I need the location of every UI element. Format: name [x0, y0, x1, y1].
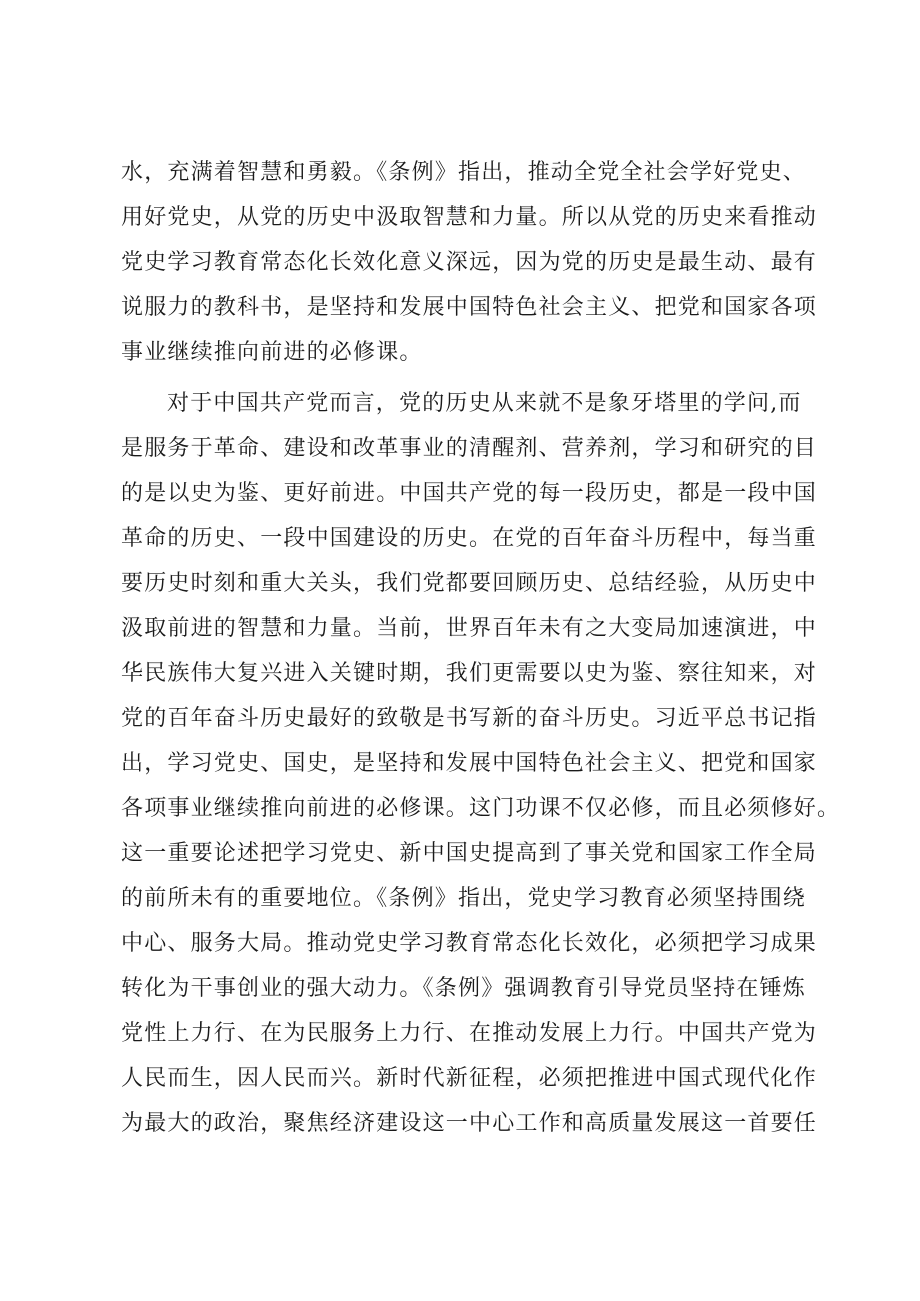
text-line: 用好党史，从党的历史中汲取智慧和力量。所以从党的历史来看推动: [121, 205, 818, 230]
text-line: 华民族伟大复兴进入关键时期，我们更需要以史为鉴、察往知来，对: [121, 661, 818, 686]
text-line-indented: 对于中国共产党而言，党的历史从来就不是象牙塔里的学问,而: [167, 391, 802, 416]
text-line: 转化为干事创业的强大动力。《条例》强调教育引导党员坚持在锤炼: [121, 976, 807, 1001]
text-line: 党的百年奋斗历史最好的致敬是书写新的奋斗历史。习近平总书记指: [121, 706, 818, 731]
text-line: 要历史时刻和重大关头，我们党都要回顾历史、总结经验，从历史中: [121, 571, 818, 596]
text-line: 的前所未有的重要地位。《条例》指出，党史学习教育必须坚持围绕: [121, 886, 807, 911]
text-line: 事业继续推向前进的必修课。: [121, 340, 423, 365]
text-line: 党史学习教育常态化长效化意义深远，因为党的历史是最生动、最有: [121, 250, 818, 275]
paragraph-1: [121, 150, 831, 375]
text-line: 水，充满着智慧和勇毅。《条例》指出，推动全党全社会学好党史、: [121, 160, 807, 185]
text-line: 为最大的政治，聚焦经济建设这一中心工作和高质量发展这一首要任: [121, 1111, 818, 1136]
text-line: 各项事业继续推向前进的必修课。这门功课不仅必修，而且必须修好。: [121, 796, 841, 821]
text-line: 中心、服务大局。推动党史学习教育常态化长效化，必须把学习成果: [121, 931, 818, 956]
text-line: 党性上力行、在为民服务上力行、在推动发展上力行。中国共产党为: [121, 1021, 818, 1046]
text-line: 说服力的教科书，是坚持和发展中国特色社会主义、把党和国家各项: [121, 295, 818, 320]
text-line: 的是以史为鉴、更好前进。中国共产党的每一段历史，都是一段中国: [121, 481, 818, 506]
text-line: 汲取前进的智慧和力量。当前，世界百年未有之大变局加速演进，中: [121, 616, 818, 641]
paragraph-2: [121, 381, 841, 1146]
text-line: 人民而生，因人民而兴。新时代新征程，必须把推进中国式现代化作: [121, 1066, 818, 1091]
text-line: 出，学习党史、国史，是坚持和发展中国特色社会主义、把党和国家: [121, 751, 818, 776]
body-text: [121, 150, 841, 1146]
text-line: 这一重要论述把学习党史、新中国史提高到了事关党和国家工作全局: [121, 841, 818, 866]
text-line: 是服务于革命、建设和改革事业的清醒剂、营养剂，学习和研究的目: [121, 436, 818, 461]
text-line: 革命的历史、一段中国建设的历史。在党的百年奋斗历程中，每当重: [121, 526, 818, 551]
